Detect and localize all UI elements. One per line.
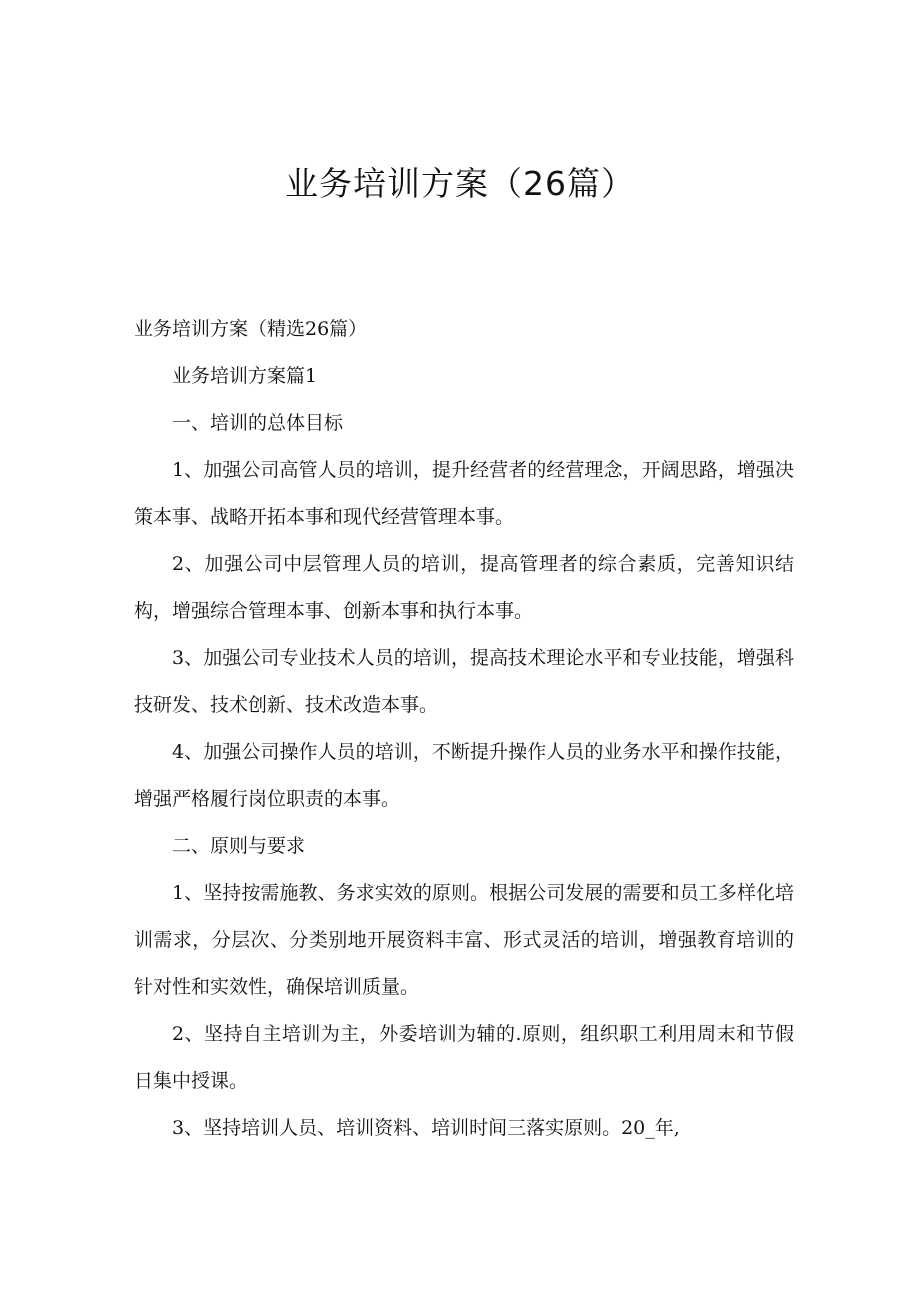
- paragraph-heading-goals: 一、培训的总体目标: [172, 412, 344, 434]
- document-body: [134, 306, 794, 1152]
- paragraph-section-heading: 业务培训方案篇1: [172, 365, 318, 387]
- paragraph-goal-3: 3、加强公司专业技术人员的培训，提高技术理论水平和专业技能，增强科技研发、技术创新、技术改造本事。: [134, 647, 794, 716]
- paragraph-principle-2: 2、坚持自主培训为主，外委培训为辅的.原则，组织职工利用周末和节假日集中授课。: [134, 1023, 794, 1092]
- paragraph-goal-4: 4、加强公司操作人员的培训，不断提升操作人员的业务水平和操作技能，增强严格履行岗位职责的本事。: [134, 741, 794, 810]
- paragraph-principle-1: 1、坚持按需施教、务求实效的原则。根据公司发展的需要和员工多样化培训需求，分层次、分类别地开展资料丰富、形式灵活的培训，增强教育培训的针对性和实效性，确保培训质量。: [134, 882, 794, 998]
- paragraph-principle-3: 3、坚持培训人员、培训资料、培训时间三落实原则。20_年,: [172, 1117, 680, 1139]
- paragraph-goal-1: 1、加强公司高管人员的培训，提升经营者的经营理念，开阔思路，增强决策本事、战略开拓本事和现代经营管理本事。: [134, 459, 794, 528]
- paragraph-goal-2: 2、加强公司中层管理人员的培训，提高管理者的综合素质，完善知识结构，增强综合管理本事、创新本事和执行本事。: [134, 553, 794, 622]
- document-title: 业务培训方案（26篇）: [285, 164, 635, 203]
- paragraph-heading-principles: 二、原则与要求: [172, 835, 306, 857]
- paragraph-subtitle: 业务培训方案（精选26篇）: [134, 318, 368, 340]
